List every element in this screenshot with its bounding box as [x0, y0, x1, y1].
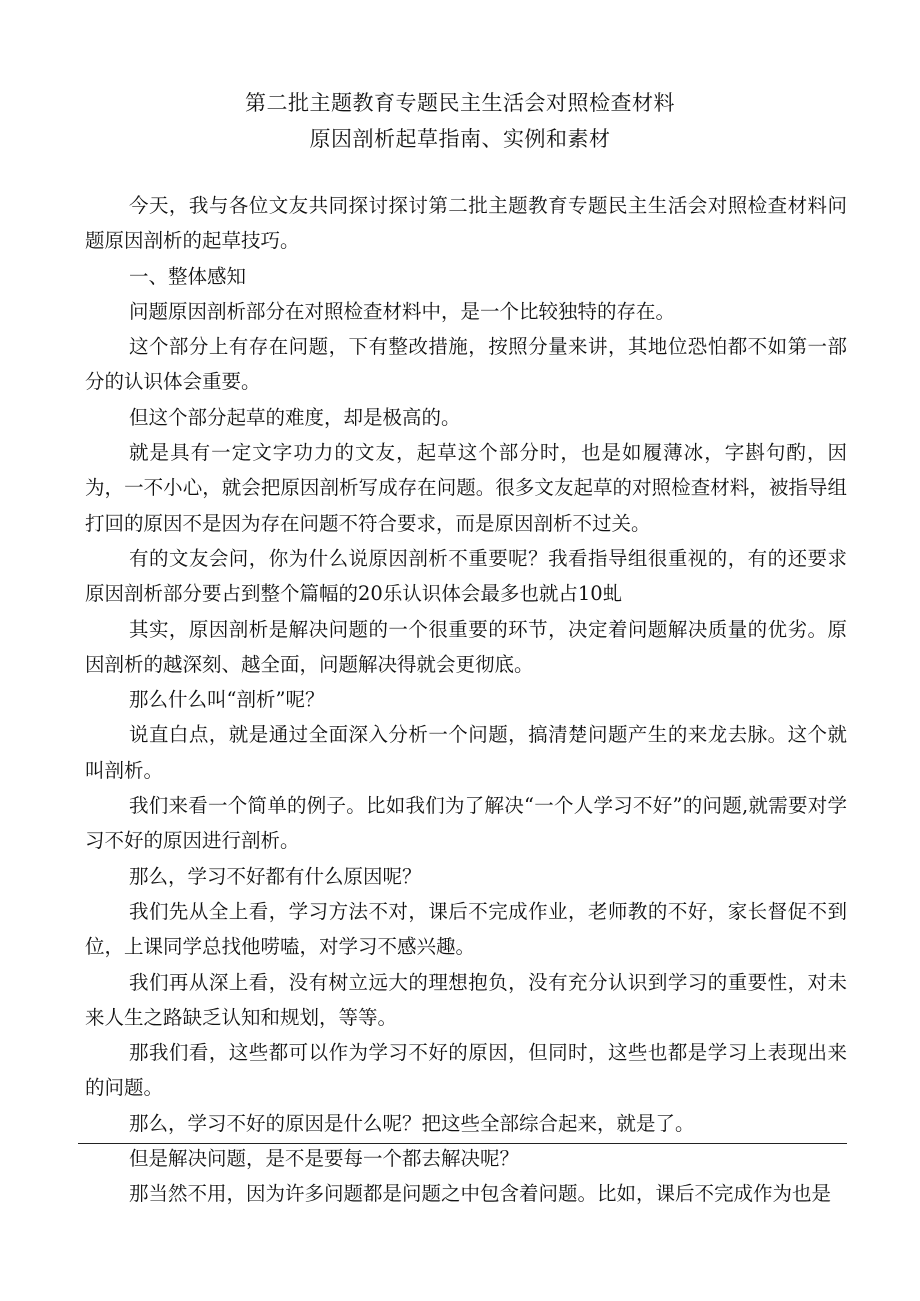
- paragraph: 但是解决问题，是不是要每一个都去解决呢？: [129, 1147, 520, 1171]
- paragraph: 说直白点，就是通过全面深入分析一个问题，搞清楚问题产生的来龙去脉。这个就叫剖析。: [85, 723, 847, 782]
- paragraph-intro: 今天，我与各位文友共同探讨探讨第二批主题教育专题民主生活会对照检查材料问题原因剖析的起草技巧。: [85, 194, 847, 253]
- paragraph: 问题原因剖析部分在对照检查材料中，是一个比较独特的存在。: [129, 299, 676, 323]
- paragraph: 我们先从全上看，学习方法不对，课后不完成作业，老师教的不好，家长督促不到位，上课同学总找他唠嗑，对学习不感兴趣。: [85, 899, 847, 959]
- paragraph: 有的文友会问，你为什么说原因剖析不重要呢？我看指导组很重视的，有的还要求原因剖析部分要占到整个篇幅的20乐认识体会最多也就占10虬: [85, 546, 847, 606]
- paragraph: 这个部分上有存在问题，下有整改措施，按照分量来讲，其地位恐怕都不如第一部分的认识体会重要。: [85, 335, 847, 394]
- paragraph: 那么，学习不好都有什么原因呢？: [129, 864, 422, 888]
- section-heading: 一、整体感知: [129, 264, 247, 288]
- paragraph: 我们再从深上看，没有树立远大的理想抱负，没有充分认识到学习的重要性，对未来人生之路缺乏认知和规划，等等。: [85, 970, 847, 1029]
- paragraph: 那当然不用，因为许多问题都是问题之中包含着问题。比如，课后不完成作为也是: [129, 1182, 832, 1206]
- paragraph: 其实，原因剖析是解决问题的一个很重要的环节，决定着问题解决质量的优劣。原因剖析的越深刻、越全面，问题解决得就会更彻底。: [85, 617, 847, 676]
- paragraph: 那么什么叫“剖析”呢？: [129, 688, 325, 712]
- paragraph: 那么，学习不好的原因是什么呢？把这些全部综合起来，就是了。: [129, 1111, 695, 1135]
- paragraph: 但这个部分起草的难度，却是极高的。: [129, 405, 461, 429]
- paragraph: 那我们看，这些都可以作为学习不好的原因，但同时，这些也都是学习上表现出来的问题。: [85, 1041, 847, 1100]
- paragraph: 就是具有一定文字功力的文友，起草这个部分时，也是如履薄冰，字斟句酌，因为，一不小心，就会把原因剖析写成存在问题。很多文友起草的对照检查材料，被指导组打回的原因不是因为存在问题不符合要求，而是原因剖析不过关。: [85, 441, 847, 535]
- document-title-line-2: 原因剖析起草指南、实例和素材: [309, 127, 611, 151]
- document-title-line-1: 第二批主题教育专题民主生活会对照检查材料: [245, 91, 675, 115]
- document-body: [85, 188, 847, 1212]
- paragraph: 我们来看一个简单的例子。比如我们为了解决“一个人学习不好”的问题,就需要对学习不好的原因进行剖析。: [85, 794, 847, 853]
- horizontal-rule: [78, 1143, 847, 1144]
